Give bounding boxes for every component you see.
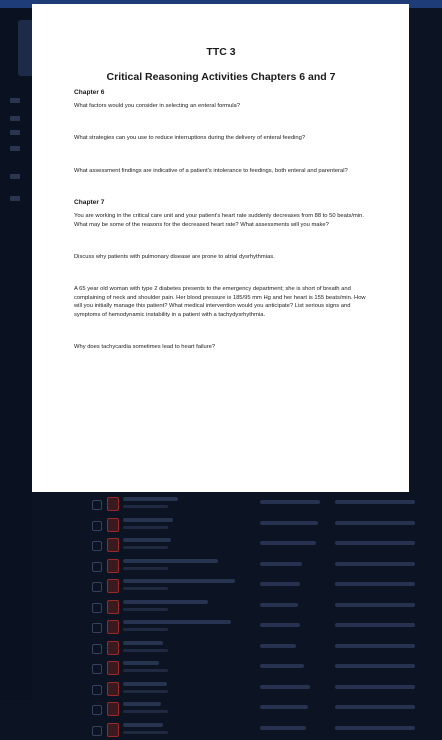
row-checkbox[interactable] bbox=[92, 685, 102, 695]
row-checkbox[interactable] bbox=[92, 623, 102, 633]
file-name-placeholder bbox=[123, 702, 161, 706]
file-name-placeholder bbox=[123, 723, 163, 727]
file-row[interactable] bbox=[90, 720, 440, 740]
file-row[interactable] bbox=[90, 679, 440, 700]
file-meta-placeholder bbox=[123, 669, 168, 672]
date-placeholder bbox=[335, 664, 415, 668]
file-row[interactable] bbox=[90, 556, 440, 577]
file-row[interactable] bbox=[90, 658, 440, 679]
row-checkbox[interactable] bbox=[92, 705, 102, 715]
file-meta-placeholder bbox=[123, 567, 168, 570]
date-placeholder bbox=[335, 685, 415, 689]
file-name-placeholder bbox=[123, 559, 218, 563]
file-row[interactable] bbox=[90, 515, 440, 536]
date-placeholder bbox=[335, 705, 415, 709]
file-row[interactable] bbox=[90, 576, 440, 597]
file-name-placeholder bbox=[123, 682, 167, 686]
sidebar-icon[interactable] bbox=[10, 174, 20, 179]
file-list bbox=[90, 494, 440, 740]
chapter-heading: Chapter 7 bbox=[74, 199, 368, 206]
file-name-placeholder bbox=[123, 579, 235, 583]
row-checkbox[interactable] bbox=[92, 726, 102, 736]
file-meta-placeholder bbox=[123, 690, 168, 693]
pdf-file-icon bbox=[107, 559, 119, 573]
date-placeholder bbox=[335, 521, 415, 525]
file-meta-placeholder bbox=[123, 731, 168, 734]
pdf-file-icon bbox=[107, 702, 119, 716]
date-placeholder bbox=[335, 562, 415, 566]
file-name-placeholder bbox=[123, 497, 178, 501]
row-checkbox[interactable] bbox=[92, 582, 102, 592]
file-row[interactable] bbox=[90, 535, 440, 556]
file-meta-placeholder bbox=[123, 608, 168, 611]
pdf-file-icon bbox=[107, 682, 119, 696]
owner-placeholder bbox=[260, 500, 320, 504]
pdf-file-icon bbox=[107, 600, 119, 614]
question-text: What strategies can you use to reduce interruptions during the delivery of enteral feeding? bbox=[74, 134, 368, 142]
file-name-placeholder bbox=[123, 620, 231, 624]
file-row[interactable] bbox=[90, 699, 440, 720]
sidebar-icon[interactable] bbox=[10, 196, 20, 201]
file-meta-placeholder bbox=[123, 587, 168, 590]
sidebar-icon[interactable] bbox=[10, 116, 20, 121]
sidebar-icon[interactable] bbox=[10, 130, 20, 135]
question-text: What assessment findings are indicative of a patient's intolerance to feedings, both enteral and parenteral? bbox=[74, 167, 368, 175]
row-checkbox[interactable] bbox=[92, 562, 102, 572]
question-text: Why does tachycardia sometimes lead to heart failure? bbox=[74, 343, 368, 351]
pdf-file-icon bbox=[107, 661, 119, 675]
file-meta-placeholder bbox=[123, 628, 168, 631]
file-meta-placeholder bbox=[123, 649, 168, 652]
document-title: TTC 3 bbox=[74, 46, 368, 58]
owner-placeholder bbox=[260, 521, 318, 525]
row-checkbox[interactable] bbox=[92, 521, 102, 531]
question-text: What factors would you consider in selecting an enteral formula? bbox=[74, 102, 368, 110]
pdf-file-icon bbox=[107, 538, 119, 552]
file-row[interactable] bbox=[90, 597, 440, 618]
file-name-placeholder bbox=[123, 661, 159, 665]
pdf-file-icon bbox=[107, 579, 119, 593]
owner-placeholder bbox=[260, 685, 310, 689]
chapter-heading: Chapter 6 bbox=[74, 89, 368, 96]
question-text: You are working in the critical care unit and your patient's heart rate suddenly decreases from 88 to 50 beats/min. What may be some of the reasons for the decreased heart rate? What assessments will you make? bbox=[74, 212, 368, 229]
owner-placeholder bbox=[260, 562, 302, 566]
owner-placeholder bbox=[260, 603, 298, 607]
file-row[interactable] bbox=[90, 617, 440, 638]
date-placeholder bbox=[335, 582, 415, 586]
file-meta-placeholder bbox=[123, 710, 168, 713]
pdf-file-icon bbox=[107, 497, 119, 511]
row-checkbox[interactable] bbox=[92, 664, 102, 674]
file-meta-placeholder bbox=[123, 526, 168, 529]
owner-placeholder bbox=[260, 705, 308, 709]
sidebar-icon[interactable] bbox=[10, 146, 20, 151]
pdf-file-icon bbox=[107, 518, 119, 532]
file-row[interactable] bbox=[90, 638, 440, 659]
date-placeholder bbox=[335, 644, 415, 648]
file-meta-placeholder bbox=[123, 546, 168, 549]
document-subtitle: Critical Reasoning Activities Chapters 6 and 7 bbox=[74, 71, 368, 83]
question-text: Discuss why patients with pulmonary disease are prone to atrial dysrhythmias. bbox=[74, 253, 368, 261]
pdf-file-icon bbox=[107, 641, 119, 655]
row-checkbox[interactable] bbox=[92, 541, 102, 551]
file-row[interactable] bbox=[90, 494, 440, 515]
owner-placeholder bbox=[260, 664, 304, 668]
owner-placeholder bbox=[260, 644, 296, 648]
owner-placeholder bbox=[260, 623, 300, 627]
date-placeholder bbox=[335, 500, 415, 504]
document-page bbox=[32, 4, 409, 492]
file-name-placeholder bbox=[123, 600, 208, 604]
file-name-placeholder bbox=[123, 518, 173, 522]
file-meta-placeholder bbox=[123, 505, 168, 508]
app-sidebar bbox=[0, 8, 32, 700]
date-placeholder bbox=[335, 726, 415, 730]
file-name-placeholder bbox=[123, 641, 163, 645]
row-checkbox[interactable] bbox=[92, 500, 102, 510]
pdf-file-icon bbox=[107, 620, 119, 634]
date-placeholder bbox=[335, 623, 415, 627]
row-checkbox[interactable] bbox=[92, 603, 102, 613]
date-placeholder bbox=[335, 603, 415, 607]
owner-placeholder bbox=[260, 726, 306, 730]
question-text: A 65 year old woman with type 2 diabetes presents to the emergency department; she is short of breath and complaining of neck and shoulder pain. Her blood pressure is 185/95 mm Hg and her heart is 155 beats/min. How will you initially manage this patient? What medical intervention would you anticipate? List serious signs and symptoms of hemodynamic instability in a patient with a tachydysrhythmia. bbox=[74, 285, 368, 319]
owner-placeholder bbox=[260, 582, 300, 586]
sidebar-icon[interactable] bbox=[10, 98, 20, 103]
row-checkbox[interactable] bbox=[92, 644, 102, 654]
pdf-file-icon bbox=[107, 723, 119, 737]
owner-placeholder bbox=[260, 541, 316, 545]
file-name-placeholder bbox=[123, 538, 171, 542]
date-placeholder bbox=[335, 541, 415, 545]
